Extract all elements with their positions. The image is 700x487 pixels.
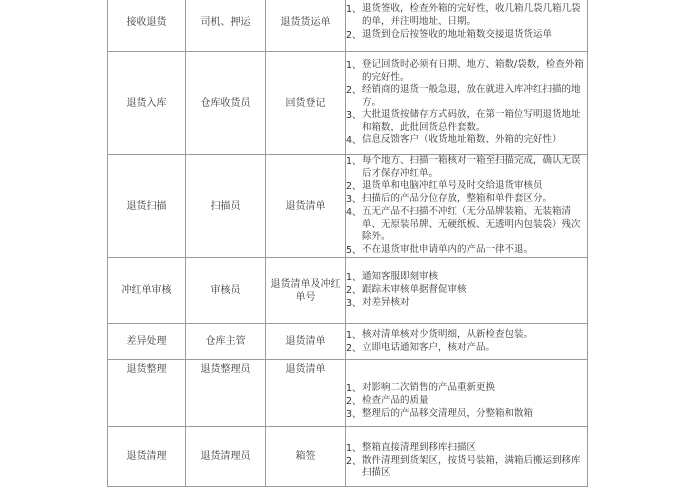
description-cell <box>346 155 588 258</box>
description-line: 5、 不在退货审批申请单内的产品一律不退。 <box>346 243 534 256</box>
description-line: 2、 散件清理到货架区，按货号装箱，满箱后搬运到移库扫描区 <box>346 454 581 478</box>
role-cell: 仓库主管 <box>186 324 266 360</box>
step-cell: 冲红单审核 <box>108 258 186 324</box>
table-row <box>108 427 588 487</box>
step-cell: 退货扫描 <box>108 155 186 258</box>
role-cell: 退货整理员 <box>186 360 266 427</box>
description-line: 4、 信息反馈客户（收货地址箱数、外箱的完好性） <box>346 134 562 146</box>
document-cell: 回货登记 <box>266 52 346 155</box>
description-cell <box>346 360 588 427</box>
description-cell <box>346 258 588 324</box>
returns-process-table <box>107 0 588 487</box>
description-line: 1、 通知客服即刻审核 <box>346 271 439 283</box>
table-row <box>108 360 588 427</box>
document-cell: 退货清单 <box>266 360 346 427</box>
step-cell: 接收退货 <box>108 0 186 52</box>
description-line: 的单，并注明地址、日期。 <box>362 16 477 28</box>
description-line: 4、 五无产品不扫描不冲红（无分品牌装箱、无装箱清单、无原装吊牌、无硬纸板、无透明内包装袋）残次除外。 <box>346 206 581 243</box>
document-cell: 退货清单及冲红单号 <box>266 258 346 324</box>
document-cell: 退货清单 <box>266 155 346 258</box>
role-cell: 扫描员 <box>186 155 266 258</box>
document-cell: 退货货运单 <box>266 0 346 52</box>
description-cell <box>346 324 588 360</box>
description-line: 2、 立即电话通知客户，核对产品。 <box>346 341 496 354</box>
table-row <box>108 258 588 324</box>
document-cell: 退货清单 <box>266 324 346 360</box>
role-cell: 审核员 <box>186 258 266 324</box>
description-cell <box>346 0 588 52</box>
description-line: 1、 对影响二次销售的产品重新更换 <box>346 381 496 394</box>
role-cell: 退货清理员 <box>186 427 266 487</box>
description-line: 1、 核对清单核对少货明细，从新检查包装。 <box>346 328 534 341</box>
role-cell: 仓库收货员 <box>186 52 266 155</box>
description-line: 2、 经销商的退货一般急退，放在就进入库冲红扫描的地方。 <box>346 84 581 108</box>
description-cell <box>346 52 588 155</box>
description-line: 3、 对差异核对 <box>346 297 410 309</box>
role-cell: 司机、押运 <box>186 0 266 52</box>
description-line: 3、 整理后的产品移交清理员，分整箱和散箱 <box>346 407 534 420</box>
table-row <box>108 0 588 52</box>
table-row <box>108 52 588 155</box>
step-cell: 退货清理 <box>108 427 186 487</box>
document-page <box>107 0 587 483</box>
step-cell: 退货整理 <box>108 360 186 427</box>
description-line: 1、 登记回货时必须有日期、地方、箱数/袋数，检查外箱的完好性。 <box>346 59 584 83</box>
description-line: 2、 退货到仓后按签收的地址箱数交接退货货运单 <box>346 28 553 41</box>
table-body <box>108 0 588 487</box>
table-row <box>108 155 588 258</box>
description-line: 3、 扫描后的产品分位存放，整箱和单件套区分。 <box>346 193 553 206</box>
description-line: 1、 退货签收，检查外箱的完好性，收几箱几袋几箱几袋 <box>346 3 581 16</box>
description-cell <box>346 427 588 487</box>
description-line: 2、 检查产品的质量 <box>346 394 429 407</box>
description-line: 2、 退货单和电脑冲红单号及时交给退货审核员 <box>346 180 543 193</box>
description-line: 3、 大批退货按储存方式码放，在第一箱位写明退货地址和箱数，此批回货总件套数。 <box>346 109 581 133</box>
step-cell: 退货入库 <box>108 52 186 155</box>
document-cell: 箱签 <box>266 427 346 487</box>
description-line: 1、 整箱直接清理到移库扫描区 <box>346 441 477 454</box>
description-line: 2、 跟踪未审核单据督促审核 <box>346 284 467 296</box>
table-row <box>108 324 588 360</box>
step-cell: 差异处理 <box>108 324 186 360</box>
description-line: 1、 每个地方、扫描一箱核对一箱至扫描完成，确认无误后才保存冲红单。 <box>346 155 581 179</box>
